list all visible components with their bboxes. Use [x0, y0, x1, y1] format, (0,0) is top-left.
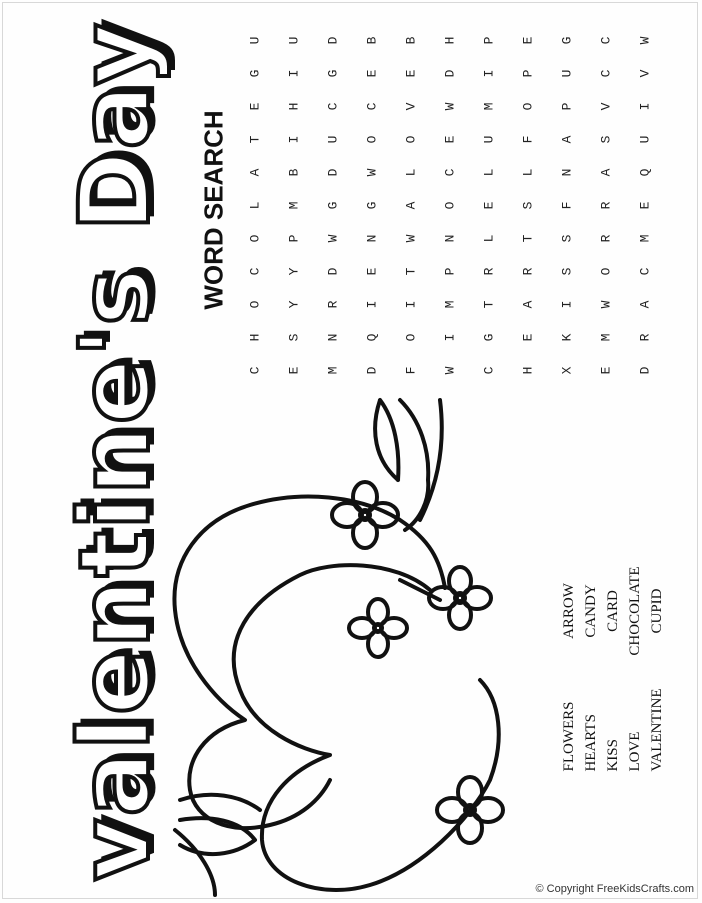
grid-letter: F [403, 366, 419, 374]
grid-letter: W [325, 234, 341, 242]
grid-letter: E [637, 201, 653, 209]
grid-letter: C [247, 366, 263, 374]
grid-letter: L [247, 201, 263, 209]
grid-letter: I [364, 300, 380, 308]
grid-letter: S [598, 135, 614, 143]
grid-letter: Q [637, 168, 653, 176]
grid-letter: B [364, 36, 380, 44]
word-list-item: CARD [605, 590, 621, 632]
grid-letter: C [598, 36, 614, 44]
grid-letter: U [637, 135, 653, 143]
grid-letter: I [442, 333, 458, 341]
grid-letter: C [598, 69, 614, 77]
grid-letter: B [286, 168, 302, 176]
grid-letter: O [403, 135, 419, 143]
grid-letter: C [364, 102, 380, 110]
word-list-left [558, 566, 668, 655]
grid-letter: U [247, 36, 263, 44]
grid-letter: H [247, 333, 263, 341]
grid-letter: D [637, 366, 653, 374]
grid-letter: K [559, 333, 575, 341]
grid-letter: D [364, 366, 380, 374]
grid-letter: U [325, 135, 341, 143]
grid-letter: C [247, 267, 263, 275]
grid-letter: A [598, 168, 614, 176]
grid-letter: Q [364, 333, 380, 341]
grid-letter: A [403, 201, 419, 209]
grid-letter: W [364, 168, 380, 176]
word-list-item: ARROW [561, 583, 577, 639]
grid-letter: I [481, 69, 497, 77]
grid-letter: S [520, 201, 536, 209]
grid-letter: I [286, 69, 302, 77]
grid-letter: A [247, 168, 263, 176]
word-list-item: FLOWERS [561, 701, 577, 772]
word-list-item: CUPID [649, 588, 665, 634]
grid-letter: L [520, 168, 536, 176]
grid-letter: R [325, 300, 341, 308]
grid-letter: W [442, 366, 458, 374]
grid-letter: A [520, 300, 536, 308]
grid-letter: G [325, 201, 341, 209]
grid-letter: D [325, 36, 341, 44]
grid-letter: I [403, 300, 419, 308]
grid-letter: C [481, 366, 497, 374]
grid-letter: M [481, 102, 497, 110]
grid-letter: B [403, 36, 419, 44]
grid-letter: W [637, 36, 653, 44]
grid-letter: O [442, 201, 458, 209]
page-title: valentine's Day [59, 20, 171, 882]
ribbon-bottom-tail [175, 830, 215, 895]
grid-letter: V [637, 69, 653, 77]
grid-letter: C [442, 168, 458, 176]
grid-letter: O [520, 102, 536, 110]
grid-letter: L [481, 168, 497, 176]
word-list-item: CHOCOLATE [627, 566, 643, 656]
word-list-item: HEARTS [583, 714, 599, 772]
grid-letter: R [637, 333, 653, 341]
grid-letter: R [481, 267, 497, 275]
grid-letter: E [598, 366, 614, 374]
grid-letter: G [481, 333, 497, 341]
grid-letter: E [286, 366, 302, 374]
grid-letter: L [481, 234, 497, 242]
flower-2 [349, 599, 407, 657]
grid-letter: H [520, 366, 536, 374]
word-list-item: KISS [605, 739, 621, 772]
grid-letter: F [559, 201, 575, 209]
grid-letter: G [247, 69, 263, 77]
grid-letter: T [520, 234, 536, 242]
grid-letter: N [364, 234, 380, 242]
grid-letter: N [559, 168, 575, 176]
grid-letter: R [520, 267, 536, 275]
grid-letter: T [403, 267, 419, 275]
grid-letter: U [286, 36, 302, 44]
grid-letter: W [598, 300, 614, 308]
grid-letter: E [481, 201, 497, 209]
grid-letter: H [286, 102, 302, 110]
grid-letter: E [364, 69, 380, 77]
grid-letter: I [286, 135, 302, 143]
grid-letter: P [286, 234, 302, 242]
grid-letter: V [403, 102, 419, 110]
grid-letter: I [559, 300, 575, 308]
grid-letter: V [598, 102, 614, 110]
word-list-right [558, 688, 668, 771]
grid-letter: O [403, 333, 419, 341]
grid-letter: F [520, 135, 536, 143]
grid-letter: P [559, 102, 575, 110]
grid-letter: C [325, 102, 341, 110]
word-search-heading: WORD SEARCH [198, 110, 229, 310]
grid-letter: P [520, 69, 536, 77]
grid-letter: L [403, 168, 419, 176]
grid-letter: O [598, 267, 614, 275]
grid-letter: G [325, 69, 341, 77]
grid-letter: A [559, 135, 575, 143]
grid-letter: Y [286, 267, 302, 275]
grid-letter: D [325, 267, 341, 275]
heart-lower-outline [174, 497, 445, 829]
grid-letter: G [364, 201, 380, 209]
grid-letter: P [442, 267, 458, 275]
grid-letter: E [364, 267, 380, 275]
grid-letter: W [403, 234, 419, 242]
grid-letter: S [559, 267, 575, 275]
grid-letter: E [520, 333, 536, 341]
word-list-item: LOVE [627, 731, 643, 772]
grid-letter: E [247, 102, 263, 110]
grid-letter: P [481, 36, 497, 44]
grid-letter: H [442, 36, 458, 44]
grid-letter: Y [286, 300, 302, 308]
grid-letter: M [286, 201, 302, 209]
grid-letter: M [442, 300, 458, 308]
grid-letter: R [598, 234, 614, 242]
grid-letter: R [598, 201, 614, 209]
grid-letter: W [442, 102, 458, 110]
grid-letter: N [325, 333, 341, 341]
grid-letter: O [364, 135, 380, 143]
grid-letter: T [247, 135, 263, 143]
grid-letter: M [598, 333, 614, 341]
word-list-item: CANDY [583, 584, 599, 638]
grid-letter: S [286, 333, 302, 341]
grid-letter: X [559, 366, 575, 374]
grid-letter: G [559, 36, 575, 44]
grid-letter: E [520, 36, 536, 44]
grid-letter: E [403, 69, 419, 77]
grid-letter: O [247, 234, 263, 242]
ribbon-top-tail [420, 400, 442, 520]
grid-letter: O [247, 300, 263, 308]
grid-letter: U [481, 135, 497, 143]
grid-letter: D [442, 69, 458, 77]
grid-letter: E [442, 135, 458, 143]
grid-letter: M [325, 366, 341, 374]
grid-letter: I [637, 102, 653, 110]
grid-letter: D [325, 168, 341, 176]
grid-letter: U [559, 69, 575, 77]
grid-letter: N [442, 234, 458, 242]
grid-letter: M [637, 234, 653, 242]
grid-letter: C [637, 267, 653, 275]
copyright-text: © Copyright FreeKidsCrafts.com [535, 883, 694, 895]
grid-letter: S [559, 234, 575, 242]
grid-letter: T [481, 300, 497, 308]
grid-letter: A [637, 300, 653, 308]
word-list-item: VALENTINE [649, 688, 665, 772]
